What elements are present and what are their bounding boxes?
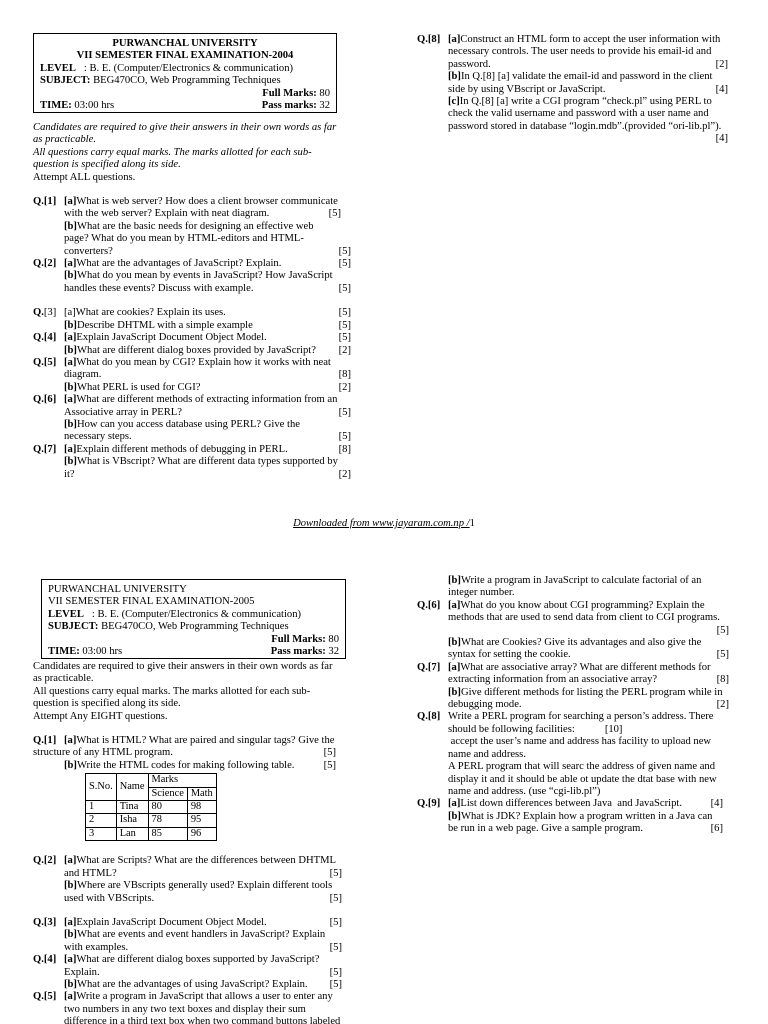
instruction-line: Attempt ALL questions. (33, 171, 136, 183)
table-cell: 95 (187, 814, 216, 827)
question-5b: [b]Write a program in JavaScript to calculate factorial of an (448, 575, 702, 586)
marks: [5] (323, 747, 336, 759)
table-cell: 3 (86, 827, 117, 840)
exam-2004-header (33, 33, 337, 113)
marks: [5] (329, 978, 342, 990)
exam-2005-header (41, 579, 346, 659)
question-2: Q.[2] [a]What are the advantages of JavaScript? Explain. [5] [b]What do you mean by events in JavaScript? How JavaScript handles these events? Discuss with example. [5] (33, 258, 351, 294)
question-1: Q.[1] [a]What is web server? How does a client browser communicate with the web server? Explain with neat diagram. [5] [b]What are the basic needs for designing an effective web page? What do you mean by HTML-editors and HTML- converters? [5] (33, 196, 351, 257)
instruction-line: Candidates are required to give their answers in their own words as far (33, 122, 337, 133)
question-5: Q.[5] [a]What do you mean by CGI? Explain how it works with neat diagram. [8] [b]What PERL is used for CGI? [2] (33, 356, 351, 393)
time-pass-line (40, 100, 330, 112)
column-header: Name (116, 774, 148, 801)
table-cell: 98 (187, 801, 216, 814)
marks: [5] (323, 759, 336, 771)
marks: [4] (715, 133, 728, 145)
level-line: LEVEL : B. E. (Computer/Electronics & communication) (48, 608, 302, 620)
marks: [8] (338, 443, 351, 455)
table-cell: 2 (86, 814, 117, 827)
marks: [5] (716, 624, 729, 636)
question-9: Q.[9] [a]List down differences between Java and JavaScript. [4] [b]What is JDK? Explain how a program written in a Java can be run in a web page. Give a sample program. [6] (417, 798, 723, 835)
question-4: Q.[4] [a]What are different dialog boxes supported by JavaScript? Explain. [5] [b]What are the advantages of using JavaScript? Explain. [5] (33, 954, 342, 990)
marks: [10] (604, 723, 623, 735)
table-cell: Tina (116, 801, 148, 814)
marks: [4] (710, 798, 723, 810)
marks: [2] (338, 381, 351, 393)
marks: [4] (715, 83, 728, 95)
instruction-line: All questions carry equal marks. The marks allotted for each sub- (33, 685, 311, 697)
question-6: Q.[6] [a]What are different methods of extracting information from an Associative array in PERL? [5] [b]How can you access database using PERL? Give the necessary steps. [5] (33, 394, 351, 443)
table-cell: 80 (148, 801, 187, 814)
marks: [5] (338, 245, 351, 257)
marks: [2] (715, 58, 728, 70)
exam-title: VII SEMESTER FINAL EXAMINATION-2004 (76, 50, 294, 62)
marks: [5] (338, 319, 351, 331)
column-header: Math (187, 787, 216, 800)
subject-line: SUBJECT: BEG470CO, Web Programming Techniques (40, 75, 281, 87)
table-header-row (86, 774, 217, 787)
table-cell: 1 (86, 801, 117, 814)
question-2: Q.[2] [a]What are Scripts? What are the differences between DHTML and HTML? [5] [b]Where are VBscripts generally used? Explain different tools used with VBScripts. [5] (33, 855, 342, 904)
table-cell: 96 (187, 827, 216, 840)
marks: [5] (329, 966, 342, 978)
marks: [2] (716, 699, 729, 711)
marks: [5] (329, 916, 342, 928)
marks: [5] (338, 307, 351, 319)
question-8: Q.[8] Write a PERL program for searching a person’s address. There should be following facilities: [10] accept the user’s name and address has facility to upload new name and address. A PERL program that will searc the address of given name and display it and it should be able ot update the dtat base with new name and address. (use “cgi-lib.pl”) (417, 711, 717, 797)
instruction-line: All questions carry equal marks. The marks allotted for each sub- (33, 146, 312, 158)
marks: [6] (710, 823, 723, 835)
question-3: Q.[3] [a]Explain JavaScript Document Object Model. [5] [b]What are events and event handlers in JavaScript? Explain with examples. [5] (33, 916, 342, 953)
table-row (86, 814, 217, 827)
column-header: Science (148, 787, 187, 800)
exam-2004-left-column (33, 122, 351, 481)
marks: [2] (338, 344, 351, 356)
marks: [5] (329, 892, 342, 904)
question-3: Q.[3] [a]What are cookies? Explain its uses. [5] [b]Describe DHTML with a simple example [5] (33, 307, 351, 331)
marks: [5] (338, 406, 351, 418)
question-5: Q.[5] [a]Write a program in JavaScript that allows a user to enter any two numbers in any two text boxes and display their sum difference in a third text box when two command buttons labeled (33, 991, 341, 1024)
pass-marks: Pass marks: 32 (261, 100, 330, 112)
exam-2004-right-column (417, 34, 728, 146)
marks: [5] (338, 332, 351, 344)
table-cell: 85 (148, 827, 187, 840)
question-7: Q.[7] [a]Explain different methods of debugging in PERL. [8] [b]What is VBscript? What are different data types supported by it? [2] (33, 443, 351, 480)
marks: [5] (338, 282, 351, 294)
subject-line: SUBJECT: BEG470CO, Web Programming Techniques (48, 621, 289, 633)
time: TIME: 03:00 hrs (40, 100, 115, 112)
full-marks: Full Marks: 80 (271, 633, 339, 645)
marks: [5] (338, 431, 351, 443)
marks: [8] (716, 674, 729, 686)
table-cell: Lan (116, 827, 148, 840)
question-8: Q.[8] [a]Construct an HTML form to accept the user information with necessary controls. The user needs to provide his email-id and password. [2] [b]In Q.[8] [a] validate the email-id and password in the client side by using VBscript or JavaScript. [4] [c]In Q.[8] [a] write a CGI program “check.pl” using PERL to check the valid username and password with a user name and password stored in database “login.mdb”.(provided “ori-lib.pl”). [4] (417, 34, 728, 145)
full-marks: Full Marks: 80 (262, 87, 330, 99)
university-name: PURWANCHAL UNIVERSITY (112, 38, 258, 49)
exam-2005-left-column: Candidates are required to give their answers in their own words as far as practicable. All questions carry equal marks. The marks allotted for each sub- question is specified along its side. Attempt Any EIGHT questions. Q.[1] [a]What is HTML? What are paired and singular tags? Give the structure of any HTML program. [5] [b]Write the HTML codes for making following table. [5] S.No. Name Marks Science Math 1 Tina 80 98 2 Isha 78 95 3 Lan 85 96 Q.[2] [a]What are Scripts? What are the differences between DHTML and HTML? [5] [b]Where are VBscripts generally used? Explain different tools used with VBScripts. [5] Q.[3] [a]Explain JavaScript Document Object Model. [5] [b]What are events and event handlers in JavaScript? Explain with examples. [5] Q.[4] [a]What are different dialog boxes supported by JavaScript? Explain. [5] [b]What are the advantages of using JavaScript? Explain. [5] Q.[5] [a]Write a program in JavaScript that allows a user to enter any two numbers in any two text boxes and display their sum difference in a third text box when two command buttons labeled (33, 661, 346, 1024)
instruction-line: Attempt Any EIGHT questions. (33, 710, 168, 722)
marks: [5] (716, 649, 729, 661)
question-4: Q.[4] [a]Explain JavaScript Document Object Model. [5] [b]What are different dialog boxes provided by JavaScript? [2] (33, 332, 351, 356)
marks: [5] (328, 208, 341, 220)
question-6: Q.[6] [a]What do you know about CGI programming? Explain the methods that are used to send data from client to CGI programs. [5] [b]What are Cookies? Give its advantages and also give the syntax for setting the cookie. [5] (417, 599, 729, 661)
exam-2005-right-column: [b]Write a program in JavaScript to calculate factorial of an integer number. Q.[6] [a]What do you know about CGI programming? Explain the methods that are used to send data from client to CGI programs. [5] [b]What are Cookies? Give its advantages and also give the syntax for setting the cookie. [5] Q.[7] [a]What are associative array? What are different methods for extracting information from an associative array? [8] [b]Give different methods for listing the PERL program while in debugging mode. [2] Q.[8] Write a PERL program for searching a person’s address. There should be following facilities: [10] accept the user’s name and address has facility to upload new name and address. A PERL program that will searc the address of given name and display it and it should be able ot update the dtat base with new name and address. (use “cgi-lib.pl”) Q.[9] [a]List down differences between Java and JavaScript. [4] [b]What is JDK? Explain how a program written in a Java can be run in a web page. Give a sample program. [6] (417, 575, 735, 836)
instruction-line: question is specified along its side. (33, 698, 181, 710)
marks: [8] (338, 369, 351, 381)
instruction-line: question is specified along its side. (33, 159, 181, 171)
university-name: PURWANCHAL UNIVERSITY (48, 584, 187, 595)
column-header: Marks (148, 774, 216, 787)
instruction-line: Candidates are required to give their answers in their own words as far (33, 661, 333, 672)
marks: [2] (338, 468, 351, 480)
pass-marks: Pass marks: 32 (270, 646, 339, 658)
time: TIME: 03:00 hrs (48, 646, 123, 658)
exam-title: VII SEMESTER FINAL EXAMINATION-2005 (48, 596, 255, 608)
instruction-line: as practicable. (33, 134, 96, 146)
marks-table (85, 773, 217, 841)
time-pass-line (48, 646, 339, 658)
page-number: 1 (469, 518, 475, 529)
question-7: Q.[7] [a]What are associative array? What are different methods for extracting information from an associative array? [8] [b]Give different methods for listing the PERL program while in debugging mode. [2] (417, 661, 729, 711)
table-cell: Isha (116, 814, 148, 827)
marks: [5] (329, 867, 342, 879)
table-row (86, 801, 217, 814)
question-1: Q.[1] [a]What is HTML? What are paired and singular tags? Give the (33, 735, 335, 747)
marks: [5] (338, 258, 351, 270)
download-source-link[interactable]: Downloaded from www.jayaram.com.np /1 (293, 518, 475, 529)
marks: [5] (329, 941, 342, 953)
table-cell: 78 (148, 814, 187, 827)
column-header: S.No. (86, 774, 117, 801)
table-row (86, 827, 217, 840)
instruction-line: as practicable. (33, 673, 94, 685)
level-line: LEVEL : B. E. (Computer/Electronics & communication) (40, 62, 294, 74)
